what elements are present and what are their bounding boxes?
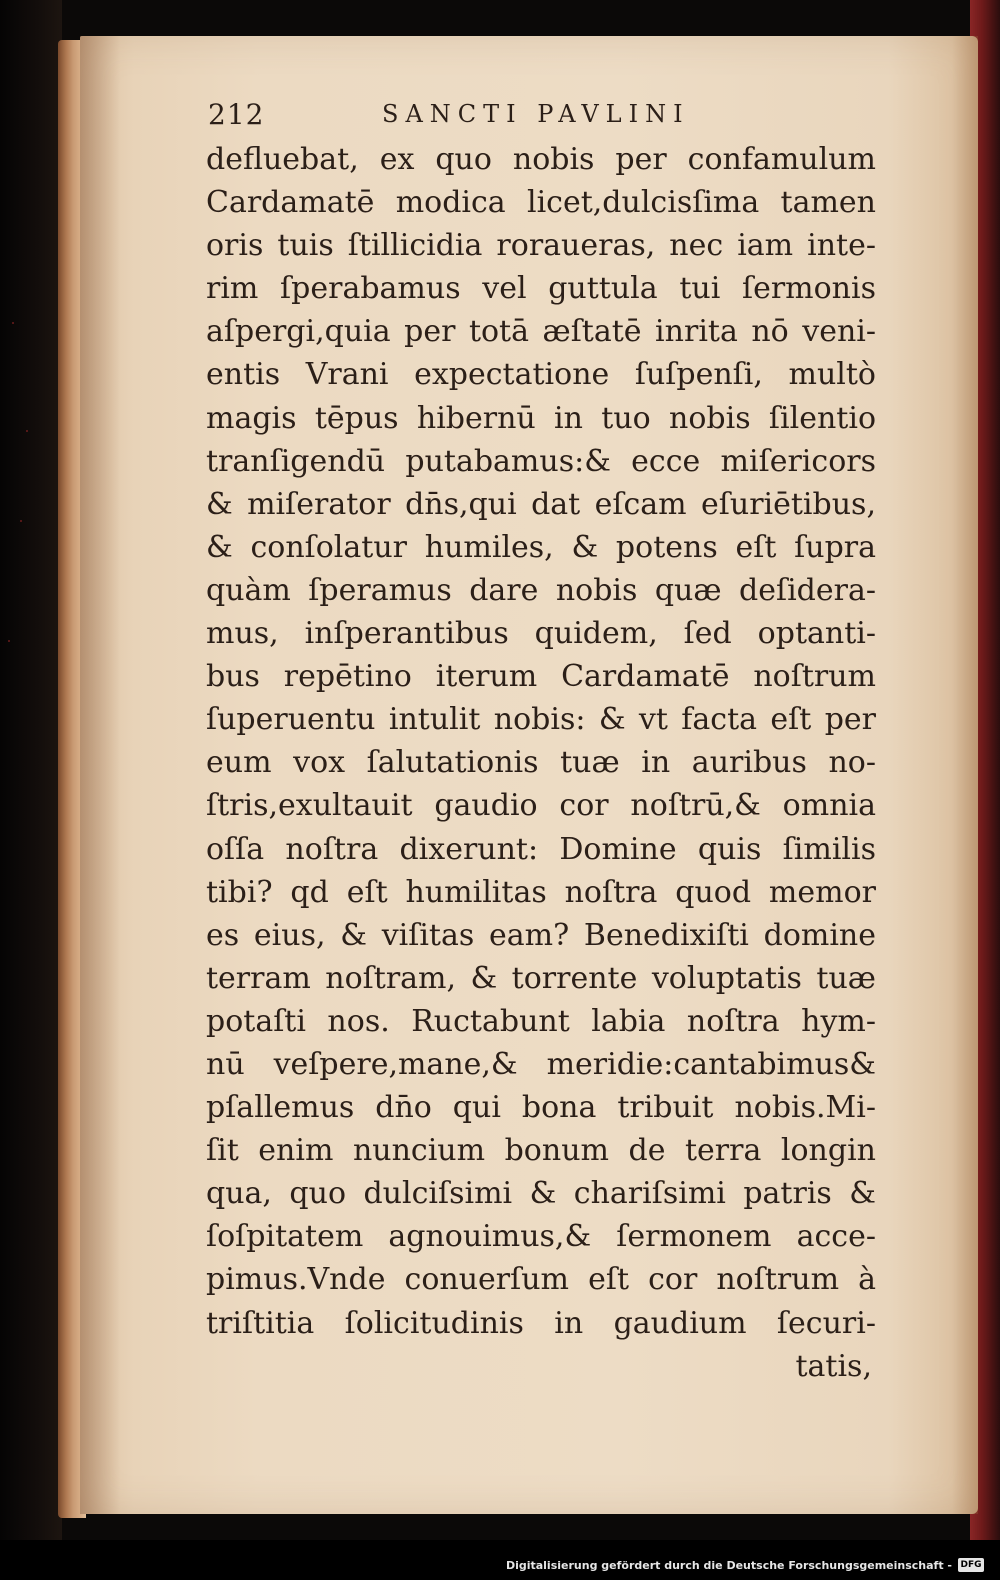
page-edge-right: [952, 36, 978, 1514]
text-line: defluebat, ex quo nobis per confamulum: [206, 142, 876, 177]
catchword: tatis,: [795, 1348, 872, 1384]
text-line: es eius, & viſitas eam? Benedixiſti domine: [206, 917, 876, 953]
body-text: [206, 138, 876, 1345]
page-number: 212: [208, 98, 265, 131]
running-head-title: SANCTI PAVLINI: [382, 100, 690, 128]
funding-credit: Digitalisierung gefördert durch die Deutsche Forschungsgemeinschaft -: [505, 1559, 952, 1572]
text-line: qua, quo dulciſsimi & chariſsimi patris &: [206, 1176, 876, 1212]
text-block: [206, 90, 876, 1388]
text-line: tibi? qd eſt humilitas noſtra quod memor: [206, 874, 876, 910]
text-line: triſtitia ſolicitudinis in gaudium ſecuri-: [206, 1305, 876, 1341]
footer-bar: [0, 1540, 1000, 1580]
speck: [26, 430, 28, 432]
text-line: terram noſtram, & torrente voluptatis tuæ: [206, 960, 876, 996]
text-line: entis Vrani expectatione ſuſpenſi, multò: [206, 357, 876, 393]
text-line: rim ſperabamus vel guttula tui ſermonis: [206, 271, 876, 307]
text-line: oſſa noſtra dixerunt: Domine quis ſimilis: [206, 831, 876, 867]
speck: [20, 520, 22, 522]
text-line: & conſolatur humiles, & potens eſt ſupra: [206, 529, 876, 565]
text-line: bus repētino iterum Cardamatē noſtrum: [206, 659, 876, 695]
text-line: pimus.Vnde conuerſum eſt cor noſtrum à: [206, 1262, 876, 1298]
text-line: & miſerator dn̄s,qui dat eſcam eſuriētibus,: [206, 486, 876, 522]
running-head: [206, 90, 876, 138]
book-cover-left: [0, 0, 62, 1540]
speck: [12, 322, 14, 324]
text-line: nū veſpere,mane,& meridie:cantabimus&: [206, 1046, 876, 1082]
text-line: aſpergi,quia per totā æſtatē inrita nō veni-: [206, 314, 876, 350]
text-line: potaſti nos. Ructabunt labia noſtra hym-: [206, 1003, 876, 1039]
text-line: Cardamatē modica licet,dulcisſima tamen: [206, 185, 876, 221]
text-line: ſit enim nuncium bonum de terra longin: [206, 1133, 876, 1169]
text-line: ſtris,exultauit gaudio cor noſtrū,& omnia: [206, 788, 876, 824]
text-line: quàm ſperamus dare nobis quæ deſidera-: [206, 572, 876, 608]
text-line: magis tēpus hibernū in tuo nobis ſilentio: [206, 400, 876, 436]
text-line: ſuperuentu intulit nobis: & vt facta eſt per: [206, 702, 876, 738]
gutter-shadow: [80, 36, 120, 1514]
speck: [8, 640, 10, 642]
dfg-logo: DFG: [958, 1558, 984, 1572]
text-line: eum vox ſalutationis tuæ in auribus no-: [206, 745, 876, 781]
text-line: pſallemus dn̄o qui bona tribuit nobis.Mi-: [206, 1090, 876, 1126]
text-line: ſoſpitatem agnouimus,& ſermonem acce-: [206, 1219, 876, 1255]
text-line: tranſigendū putabamus:& ecce miſericors: [206, 443, 876, 479]
text-line: oris tuis ſtillicidia roraueras, nec iam inte-: [206, 228, 876, 264]
text-line: mus, inſperantibus quidem, ſed optanti-: [206, 616, 876, 652]
